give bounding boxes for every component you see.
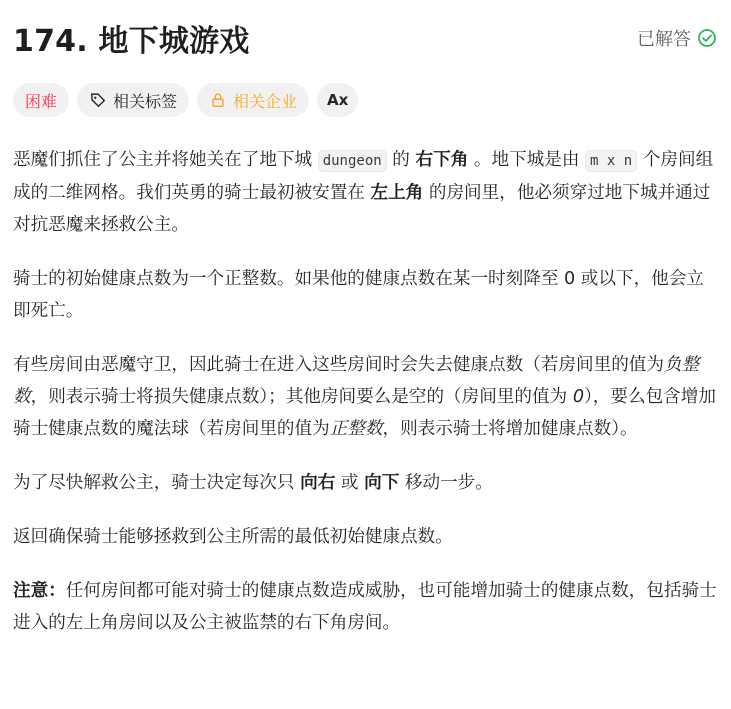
check-circle-icon <box>697 28 717 48</box>
text: 为了尽快解救公主，骑士决定每次只 <box>13 473 301 493</box>
related-tags-label: 相关标签 <box>113 91 178 111</box>
text: 恶魔们抓住了公主并将她关在了地下城 <box>13 150 318 170</box>
italic-negative: 负整数 <box>13 355 700 407</box>
translate-button[interactable] <box>317 83 358 117</box>
problem-header <box>13 14 717 62</box>
related-companies-button[interactable] <box>197 83 309 117</box>
text: ），要么包含增加骑士健康点数的魔法球（若房间里的值为 <box>13 387 716 439</box>
text: 或 <box>335 473 365 493</box>
bold-right: 向右 <box>300 473 336 493</box>
text: 移动一步。 <box>399 473 493 493</box>
translate-icon: Ax <box>327 91 349 109</box>
text: 任何房间都可能对骑士的健康点数造成威胁，也可能增加骑士的健康点数，包括骑士进入的左上角房间以及公主被监禁的右下角房间。 <box>13 581 717 633</box>
code-m-x-n: m x n <box>585 150 637 172</box>
solved-label: 已解答 <box>637 29 691 50</box>
bold-bottom-right: 右下角 <box>415 150 469 170</box>
text: 。地下城是由 <box>468 150 586 170</box>
bold-down: 向下 <box>364 473 400 493</box>
problem-title: 174. 地下城游戏 <box>13 24 250 59</box>
text: ，则表示骑士将损失健康点数）；其他房间要么是空的（房间里的值为 <box>30 387 573 407</box>
solved-status <box>637 25 717 51</box>
bold-top-left: 左上角 <box>370 183 424 203</box>
paragraph-1 <box>13 144 717 241</box>
text: 的 <box>386 150 416 170</box>
note-label: 注意： <box>13 581 66 601</box>
text: ，则表示骑士将增加健康点数）。 <box>382 419 638 439</box>
tag-bar <box>13 83 358 117</box>
problem-description <box>13 144 717 661</box>
paragraph-2: 骑士的初始健康点数为一个正整数。如果他的健康点数在某一时刻降至 0 或以下，他会立即死亡。 <box>13 269 704 321</box>
related-tags-button[interactable] <box>77 83 189 117</box>
difficulty-badge <box>13 83 69 117</box>
paragraph-4 <box>13 467 717 499</box>
paragraph-5: 返回确保骑士能够拯救到公主所需的最低初始健康点数。 <box>13 527 453 547</box>
lock-icon <box>209 91 227 109</box>
paragraph-6 <box>13 575 717 639</box>
difficulty-label: 困难 <box>25 91 58 111</box>
related-companies-label: 相关企业 <box>233 91 298 111</box>
tag-icon <box>89 91 107 109</box>
text: 个房间组成的二维网格。我们英勇的骑士最初被安置在 <box>13 150 714 203</box>
text: 有些房间由恶魔守卫，因此骑士在进入这些房间时会失去健康点数（若房间里的值为 <box>13 355 664 375</box>
text: 的房间里，他必须穿过地下城并通过对抗恶魔来拯救公主。 <box>13 183 711 235</box>
italic-positive: 正整数 <box>329 419 383 439</box>
code-dungeon: dungeon <box>318 150 387 172</box>
italic-zero: 0 <box>572 387 585 407</box>
paragraph-3 <box>13 349 717 445</box>
